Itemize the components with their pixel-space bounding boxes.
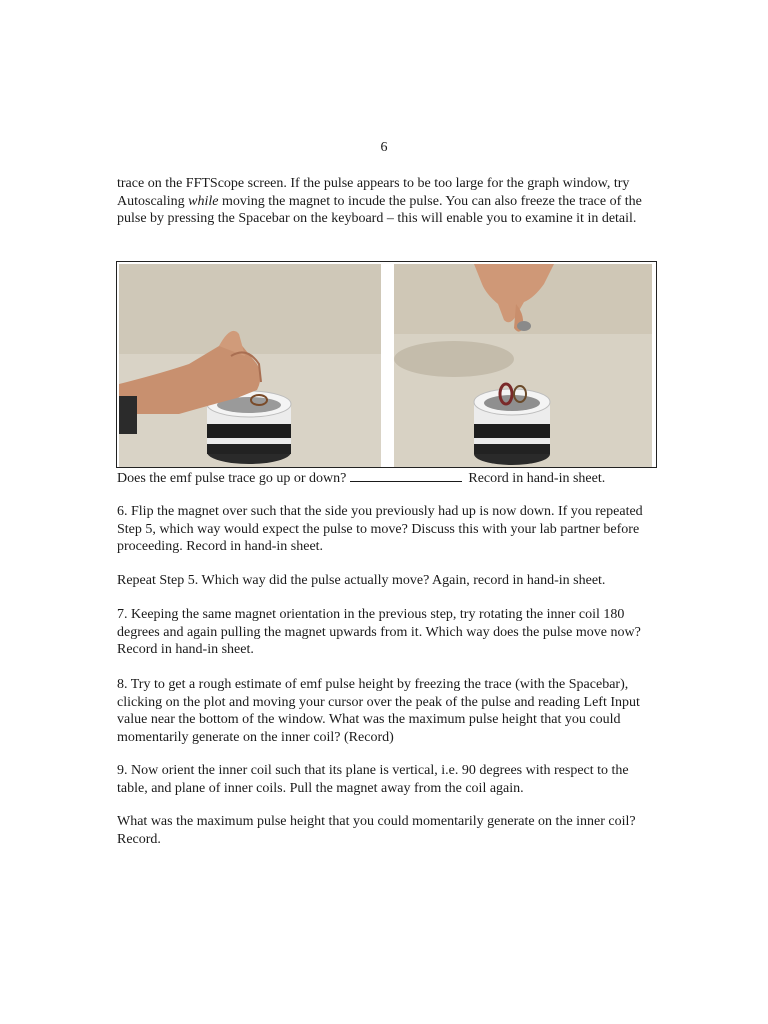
photo-figure bbox=[116, 261, 657, 468]
question-line bbox=[117, 469, 657, 488]
page-number: 6 bbox=[380, 140, 388, 155]
photo-hand-pulling-magnet bbox=[394, 264, 652, 467]
intro-emphasis: while bbox=[188, 193, 219, 209]
question-text: Does the emf pulse trace go up or down? bbox=[117, 471, 347, 486]
photo-hand-inserting-magnet bbox=[119, 264, 381, 467]
final-question-paragraph: What was the maximum pulse height that you could momentarily generate on the inner coil? Record. bbox=[117, 814, 636, 847]
step-9-paragraph: 9. Now orient the inner coil such that its plane is vertical, i.e. 90 degrees with respect to the table, and plane of inner coils. Pull the magnet away from the coil again. bbox=[117, 763, 629, 796]
step-7-paragraph: 7. Keeping the same magnet orientation in the previous step, try rotating the inner coil 180 degrees and again pulling the magnet upwards from it. Which way does the pulse move now? Record in hand-in sheet. bbox=[117, 607, 641, 657]
intro-paragraph bbox=[117, 175, 657, 228]
question-suffix: Record in hand-in sheet. bbox=[468, 471, 606, 486]
step-8-paragraph: 8. Try to get a rough estimate of emf pulse height by freezing the trace (with the Spacebar), clicking on the plot and moving your cursor over the peak of the pulse and reading Left Input value near the bottom of the window. What was the maximum pulse height that you could momentarily generate on the inner coil? (Record) bbox=[117, 677, 640, 745]
intro-text-2: moving the magnet to incude the pulse. You can also freeze the trace of the pulse by pressing the Spacebar on the keyboard – this will enable you to examine it in detail. bbox=[117, 193, 642, 226]
answer-blank[interactable] bbox=[350, 469, 462, 482]
step-6-paragraph: 6. Flip the magnet over such that the side you previously had up is now down. If you repeated Step 5, which way would expect the pulse to move? Discuss this with your lab partner before proceeding. Record in hand-in sheet. bbox=[117, 504, 643, 554]
intro-text-1: trace on the FFTScope screen. If the pulse appears to be too large for the graph window, try Autoscaling bbox=[117, 176, 630, 209]
repeat-step-5-paragraph: Repeat Step 5. Which way did the pulse actually move? Again, record in hand-in sheet. bbox=[117, 573, 606, 588]
